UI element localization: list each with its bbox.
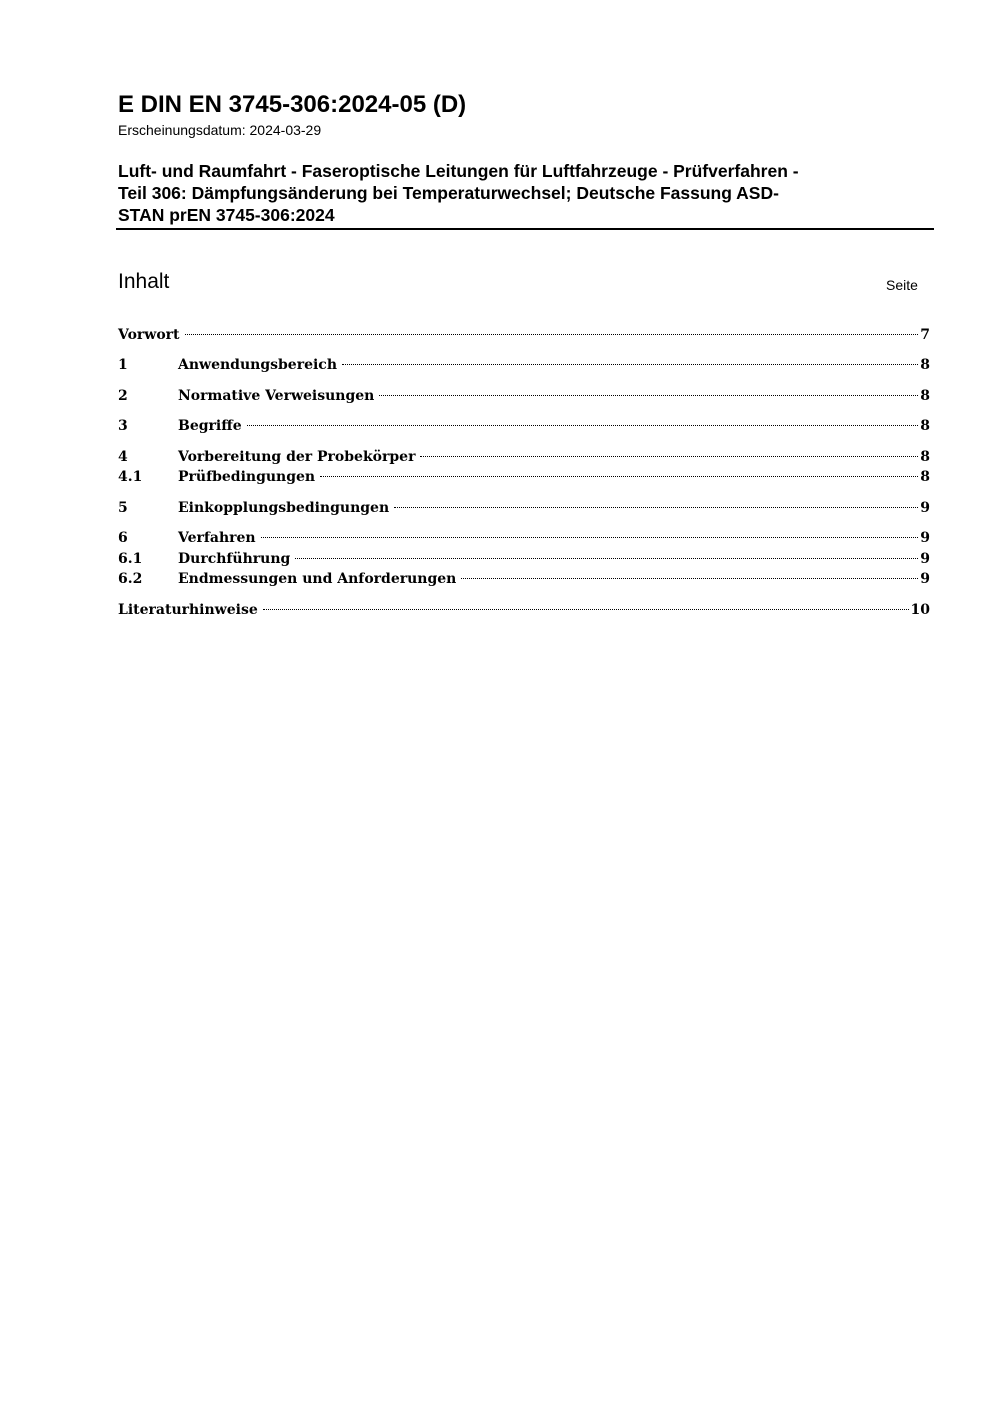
toc-entry-page: 8: [920, 449, 930, 465]
toc-entry-number: 6: [118, 530, 128, 546]
toc-entry-title: Vorbereitung der Probekörper: [178, 449, 416, 465]
toc-entry-literaturhinweise[interactable]: [118, 600, 930, 620]
toc-entry-4-1[interactable]: [118, 467, 930, 487]
toc-leader-dots: [342, 364, 918, 365]
toc-entry-title: Begriffe: [178, 418, 242, 434]
toc-entry-title: Normative Verweisungen: [178, 388, 375, 404]
toc-entry-title: Einkopplungsbedingungen: [178, 500, 390, 516]
toc-entry-number: 3: [118, 418, 128, 434]
toc-leader-dots: [261, 537, 919, 538]
toc-entry-title: Endmessungen und Anforderungen: [178, 571, 457, 587]
toc-entry-6[interactable]: [118, 528, 930, 548]
toc-entry-number: 4.1: [118, 469, 143, 485]
toc-entry-page: 9: [920, 571, 930, 587]
toc-entry-6-1[interactable]: [118, 549, 930, 569]
toc-leader-dots: [247, 425, 919, 426]
toc-entry-1[interactable]: [118, 355, 930, 375]
title-divider: [116, 228, 934, 230]
toc-entry-vorwort[interactable]: [118, 325, 930, 345]
toc-entry-page: 10: [910, 602, 930, 618]
document-title-line: Teil 306: Dämpfungsänderung bei Temperaturwechsel; Deutsche Fassung ASD-: [118, 183, 779, 203]
toc-leader-dots: [420, 456, 918, 457]
toc-heading: Inhalt: [118, 270, 170, 293]
toc-entry-2[interactable]: [118, 386, 930, 406]
toc-page-column-label: Seite: [886, 277, 918, 293]
toc-entry-number: 4: [118, 449, 128, 465]
toc-entry-page: 7: [920, 327, 930, 343]
toc-leader-dots: [185, 334, 919, 335]
toc-entry-number: 5: [118, 500, 128, 516]
toc-leader-dots: [379, 395, 918, 396]
toc-entry-page: 9: [920, 530, 930, 546]
document-title: [118, 160, 918, 226]
toc-entry-4[interactable]: [118, 447, 930, 467]
document-id: E DIN EN 3745-306:2024-05 (D): [118, 91, 467, 118]
toc-entry-number: 1: [118, 357, 128, 373]
toc-entry-page: 8: [920, 469, 930, 485]
document-title-line: Luft- und Raumfahrt - Faseroptische Leitungen für Luftfahrzeuge - Prüfverfahren -: [118, 161, 799, 181]
toc-entry-5[interactable]: [118, 498, 930, 518]
toc-entry-number: 2: [118, 388, 128, 404]
toc-entry-title: Durchführung: [178, 551, 291, 567]
toc-entry-title: Verfahren: [178, 530, 256, 546]
toc-entry-page: 9: [920, 551, 930, 567]
toc-entry-page: 8: [920, 388, 930, 404]
toc-leader-dots: [320, 476, 918, 477]
toc-entry-page: 8: [920, 418, 930, 434]
toc-entry-title: Vorwort: [118, 327, 180, 343]
document-title-line: STAN prEN 3745-306:2024: [118, 205, 335, 225]
toc-entry-number: 6.1: [118, 551, 143, 567]
toc-entry-title: Anwendungsbereich: [178, 357, 337, 373]
toc-entry-page: 9: [920, 500, 930, 516]
toc-entry-3[interactable]: [118, 416, 930, 436]
toc-entry-title: Prüfbedingungen: [178, 469, 316, 485]
toc-leader-dots: [295, 558, 918, 559]
toc-entry-page: 8: [920, 357, 930, 373]
toc-entry-number: 6.2: [118, 571, 143, 587]
toc-entry-6-2[interactable]: [118, 569, 930, 589]
toc-leader-dots: [461, 578, 918, 579]
publication-date: Erscheinungsdatum: 2024-03-29: [118, 122, 322, 138]
toc-entry-title: Literaturhinweise: [118, 602, 258, 618]
toc-leader-dots: [263, 609, 909, 610]
toc-leader-dots: [394, 507, 918, 508]
